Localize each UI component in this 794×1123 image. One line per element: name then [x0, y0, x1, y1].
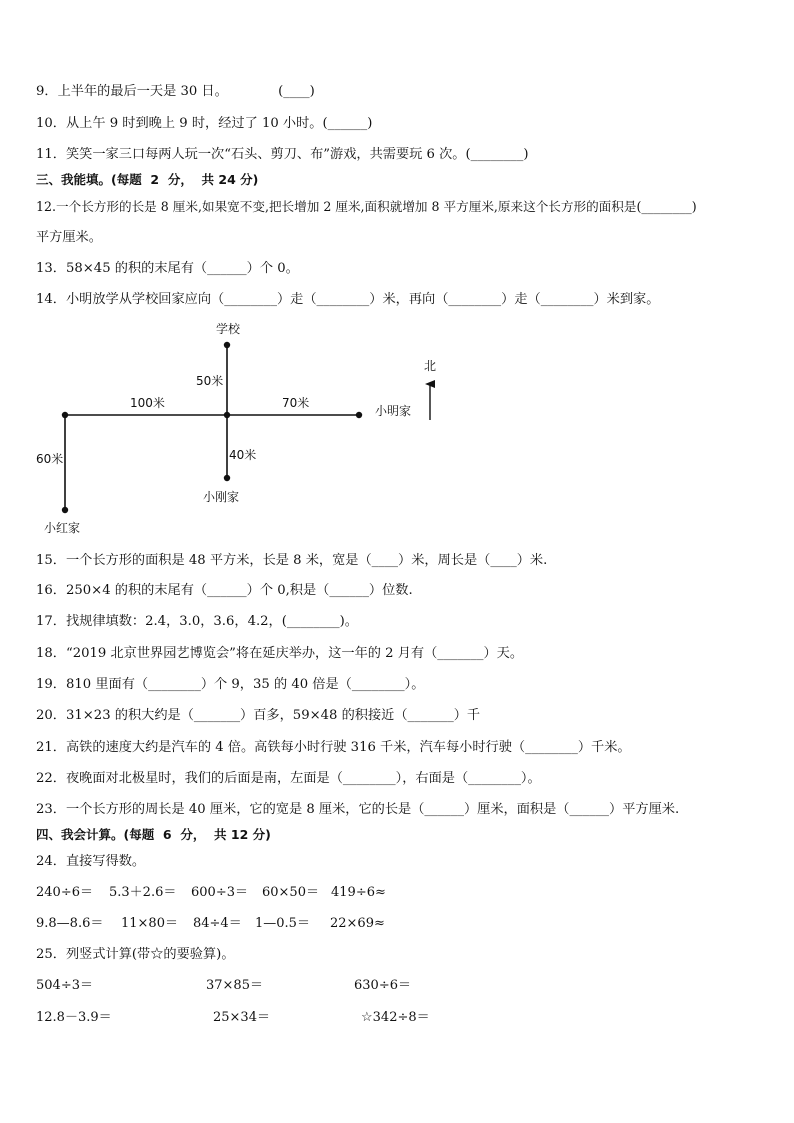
calc-item: 419÷6≈: [331, 885, 386, 900]
question-21: 21．高铁的速度大约是汽车的 4 倍。高铁每小时行驶 316 千米，汽车每小时行驶（________）千米。: [36, 740, 631, 755]
label-xiaohong-home: 小红家: [44, 521, 81, 535]
label-distance-50: 50米: [196, 374, 224, 388]
junction-point: [224, 412, 230, 418]
question-19: 19．810 里面有（________）个 9，35 的 40 倍是（________）。: [36, 677, 425, 692]
xiaohong-home-point: [62, 507, 68, 513]
calc-item: 1—0.5＝: [255, 916, 310, 931]
calc-item: 37×85＝: [206, 978, 263, 993]
label-distance-70: 70米: [282, 396, 310, 410]
label-distance-60: 60米: [36, 452, 64, 466]
question-17: 17．找规律填数：2.4，3.0，3.6，4.2，(________)。: [36, 614, 358, 629]
west-corner-point: [62, 412, 68, 418]
question-18: 18．“2019 北京世界园艺博览会”将在延庆举办，这一年的 2 月有（_______）天。: [36, 646, 524, 661]
question-11: 11．笑笑一家三口每两人玩一次“石头、剪刀、布”游戏，共需要玩 6 次。(________): [36, 147, 529, 162]
question-10: 10．从上午 9 时到晚上 9 时，经过了 10 小时。(______): [36, 116, 373, 131]
section-4-heading: 四、我会计算。(每题 6 分， 共 12 分): [36, 827, 271, 842]
xiaoming-home-point: [356, 412, 362, 418]
calc-item: 600÷3＝: [191, 885, 248, 900]
question-23: 23．一个长方形的周长是 40 厘米，它的宽是 8 厘米，它的长是（______）厘米，面积是（______）平方厘米.: [36, 802, 680, 817]
calc-item: 11×80＝: [121, 916, 178, 931]
calc-item: 60×50＝: [262, 885, 319, 900]
question-22: 22．夜晚面对北极星时，我们的后面是南，左面是（________），右面是（________）。: [36, 771, 541, 786]
question-13: 13．58×45 的积的末尾有（______）个 0。: [36, 261, 299, 276]
question-9: 9．上半年的最后一天是 30 日。 (____): [36, 84, 315, 99]
label-distance-40: 40米: [229, 448, 257, 462]
calc-item: 12.8－3.9＝: [36, 1010, 112, 1025]
label-distance-100: 100米: [130, 396, 165, 410]
calc-item: 22×69≈: [330, 916, 385, 931]
question-12-line1: 12.一个长方形的长是 8 厘米,如果宽不变,把长增加 2 厘米,面积就增加 8 平方厘米,原来这个长方形的面积是(________): [36, 199, 697, 214]
calc-item: 9.8—8.6＝: [36, 916, 104, 931]
question-15: 15．一个长方形的面积是 48 平方米，长是 8 米，宽是（____）米，周长是（____）米.: [36, 553, 548, 568]
calc-item: 5.3＋2.6＝: [109, 885, 177, 900]
school-point: [224, 342, 230, 348]
question-24-title: 24．直接写得数。: [36, 854, 146, 869]
calc-item: 84÷4＝: [193, 916, 242, 931]
question-20: 20．31×23 的积大约是（_______）百多，59×48 的积接近（_______）千: [36, 708, 481, 723]
label-xiaoming-home: 小明家: [375, 404, 412, 418]
label-school: 学校: [216, 322, 241, 336]
calc-item: ☆342÷8＝: [361, 1010, 430, 1025]
calc-item: 240÷6＝: [36, 885, 93, 900]
label-north: 北: [424, 359, 437, 373]
question-14: 14．小明放学从学校回家应向（________）走（________）米，再向（________）走（________）米到家。: [36, 292, 660, 307]
question-12-line2: 平方厘米。: [36, 230, 102, 245]
calc-item: 25×34＝: [213, 1010, 270, 1025]
section-3-heading: 三、我能填。(每题 2 分， 共 24 分): [36, 172, 259, 187]
calc-item: 504÷3＝: [36, 978, 93, 993]
question-16: 16．250×4 的积的末尾有（______）个 0,积是（______）位数.: [36, 583, 413, 598]
label-xiaogang-home: 小刚家: [203, 490, 240, 504]
calc-item: 630÷6＝: [354, 978, 411, 993]
question-25-title: 25．列竖式计算(带☆的要验算)。: [36, 947, 235, 962]
route-map: [30, 318, 450, 543]
xiaogang-home-point: [224, 475, 230, 481]
